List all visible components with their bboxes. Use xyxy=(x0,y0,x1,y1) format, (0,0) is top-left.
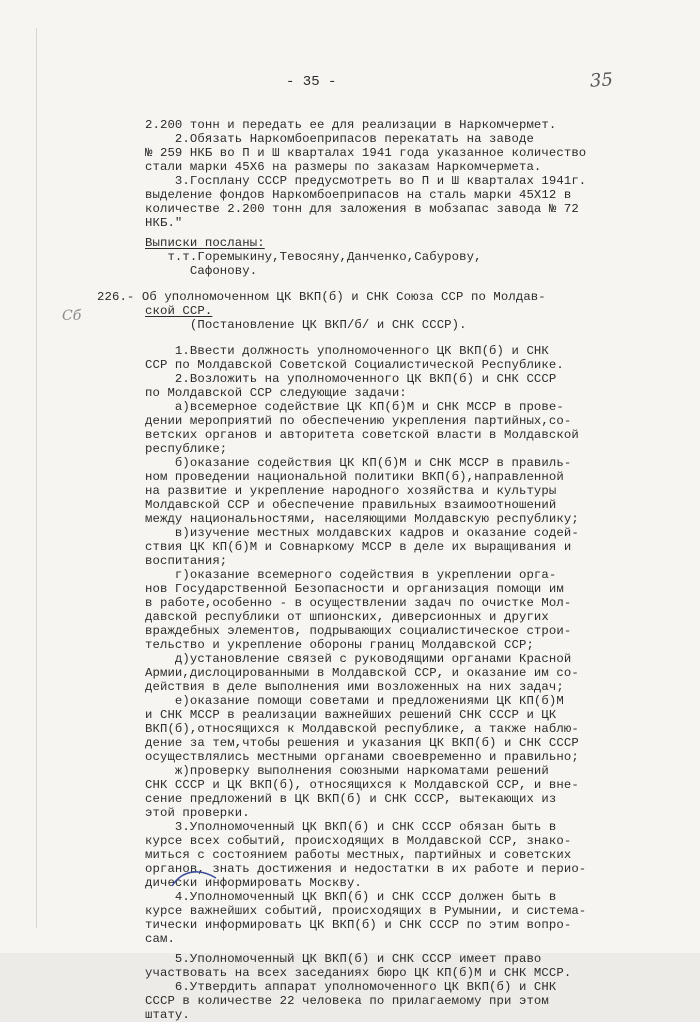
document-line: (Постановление ЦК ВКП/б/ и СНК СССР). xyxy=(145,318,467,332)
document-line: 2.200 тонн и передать ее для реализации в Наркомчермет. xyxy=(145,118,557,132)
document-line: 6.Утвердить аппарат уполномоченного ЦК ВКП(б) и СНК xyxy=(145,980,557,994)
document-line: курсе важнейших событий, происходящих в Румынии, и система- xyxy=(145,904,587,918)
handwritten-pen-mark xyxy=(170,866,220,890)
document-line: органов, знать достижения и недостатки в их работе и перио- xyxy=(145,862,587,876)
document-line: ской ССР. xyxy=(145,304,213,318)
document-line: № 259 НКБ во П и Ш кварталах 1941 года указанное количество xyxy=(145,146,587,160)
document-line: на развитие и укрепление народного хозяйства и культуры xyxy=(145,484,557,498)
document-line: ж)проверку выполнения союзными наркоматами решений xyxy=(145,764,549,778)
document-line: б)оказание содействия ЦК КП(б)М и СНК МССР в правиль- xyxy=(145,456,572,470)
document-line: Молдавской ССР и обеспечение правильных взаимоотношений xyxy=(145,498,557,512)
document-line: е)оказание помощи советами и предложениями ЦК КП(б)М xyxy=(145,694,564,708)
document-line: действия в деле выполнения ими возложенных на них задач; xyxy=(145,680,564,694)
document-line: НКБ." xyxy=(145,216,183,230)
document-line: д)установление связей с руководящими органами Красной xyxy=(145,652,572,666)
document-line: в)изучение местных молдавских кадров и оказание содей- xyxy=(145,526,579,540)
document-line: тически информировать ЦК ВКП(б) и СНК СССР по этим вопро- xyxy=(145,918,572,932)
document-line: штату. xyxy=(145,1008,190,1022)
document-line: враждебных элементов, подрывающих социалистическое строи- xyxy=(145,624,572,638)
document-line: ствия ЦК КП(б)М и Совнаркому МССР в деле их выращивания и xyxy=(145,540,572,554)
document-line: и СНК МССР в реализации важнейших решений СНК СССР и ЦК xyxy=(145,708,557,722)
document-line: Выписки посланы: xyxy=(145,236,265,250)
document-line: дение за тем,чтобы решения и указания ЦК ВКП(б) и СНК СССР xyxy=(145,736,579,750)
document-line: нов Государственной Безопасности и организация помощи им xyxy=(145,582,564,596)
document-line: курсе всех событий, происходящих в Молдавской ССР, знако- xyxy=(145,834,572,848)
document-line: количестве 2.200 тонн для заложения в мобзапас завода № 72 xyxy=(145,202,579,216)
document-line: ном проведении национальной политики ВКП(б),направленной xyxy=(145,470,564,484)
document-line: миться с состоянием работы местных, партийных и советских xyxy=(145,848,572,862)
margin-note: Сб xyxy=(62,308,82,324)
page-number: - 35 - xyxy=(286,74,337,90)
document-line: выделение фондов Наркомбоеприпасов на сталь марки 45Х12 в xyxy=(145,188,572,202)
document-line: давской республики от шпионских, диверсионных и других xyxy=(145,610,549,624)
document-line: 5.Уполномоченный ЦК ВКП(б) и СНК СССР имеет право xyxy=(145,952,542,966)
document-line: 3.Госплану СССР предусмотреть во П и Ш кварталах 1941г. xyxy=(145,174,587,188)
document-line: Армии,дислоцированными в Молдавской ССР, и оказание им со- xyxy=(145,666,579,680)
document-line: в работе,особенно - в осуществлении задач по очистке Мол- xyxy=(145,596,572,610)
document-line: 2.Обязать Наркомбоеприпасов перекатать на заводе xyxy=(145,132,534,146)
document-line: участвовать на всех заседаниях бюро ЦК КП(б)М и СНК МССР. xyxy=(145,966,572,980)
document-line: дении мероприятий по обеспечению укрепления партийных,со- xyxy=(145,414,572,428)
document-line: сение предложений в ЦК ВКП(б) и СНК СССР, вытекающих из xyxy=(145,792,557,806)
document-line: ССР по Молдавской Советской Социалистической Республике. xyxy=(145,358,564,372)
document-line: г)оказание всемерного содействия в укреплении орга- xyxy=(145,568,557,582)
document-line: СССР в количестве 22 человека по прилагаемому при этом xyxy=(145,994,549,1008)
document-line: между национальностями, населяющими Молдавскую республику; xyxy=(145,512,579,526)
document-line: СНК СССР и ЦК ВКП(б), относящихся к Молдавской ССР, и вне- xyxy=(145,778,579,792)
document-line: осуществлялись местными органами своевременно и правильно; xyxy=(145,750,579,764)
document-line: ВКП(б),относящихся к Молдавской республике, а также наблю- xyxy=(145,722,579,736)
document-line: стали марки 45Х6 на размеры по заказам Наркомчермета. xyxy=(145,160,542,174)
document-line: ветских органов и авторитета советской власти в Молдавской xyxy=(145,428,579,442)
document-line: 3.Уполномоченный ЦК ВКП(б) и СНК СССР обязан быть в xyxy=(145,820,557,834)
document-line: республике; xyxy=(145,442,228,456)
document-line: по Молдавской ССР следующие задачи: xyxy=(145,386,407,400)
document-line: сам. xyxy=(145,932,175,946)
document-line: Сафонову. xyxy=(145,264,258,278)
document-line: 226.- Об уполномоченном ЦК ВКП(б) и СНК Союза ССР по Молдав- xyxy=(97,290,546,304)
document-line: дически информировать Москву. xyxy=(145,876,362,890)
document-line: 2.Возложить на уполномоченного ЦК ВКП(б) и СНК СССР xyxy=(145,372,557,386)
handwritten-page-number: 35 xyxy=(589,69,614,92)
document-line: 4.Уполномоченный ЦК ВКП(б) и СНК СССР должен быть в xyxy=(145,890,557,904)
document-line: этой проверки. xyxy=(145,806,250,820)
document-line: т.т.Горемыкину,Тевосяну,Данченко,Сабурову, xyxy=(145,250,482,264)
document-line: тельство и укрепление обороны границ Молдавской ССР; xyxy=(145,638,534,652)
document-line: воспитания; xyxy=(145,554,228,568)
document-line: 1.Ввести должность уполномоченного ЦК ВКП(б) и СНК xyxy=(145,344,549,358)
document-line: а)всемерное содействие ЦК КП(б)М и СНК МССР в прове- xyxy=(145,400,564,414)
